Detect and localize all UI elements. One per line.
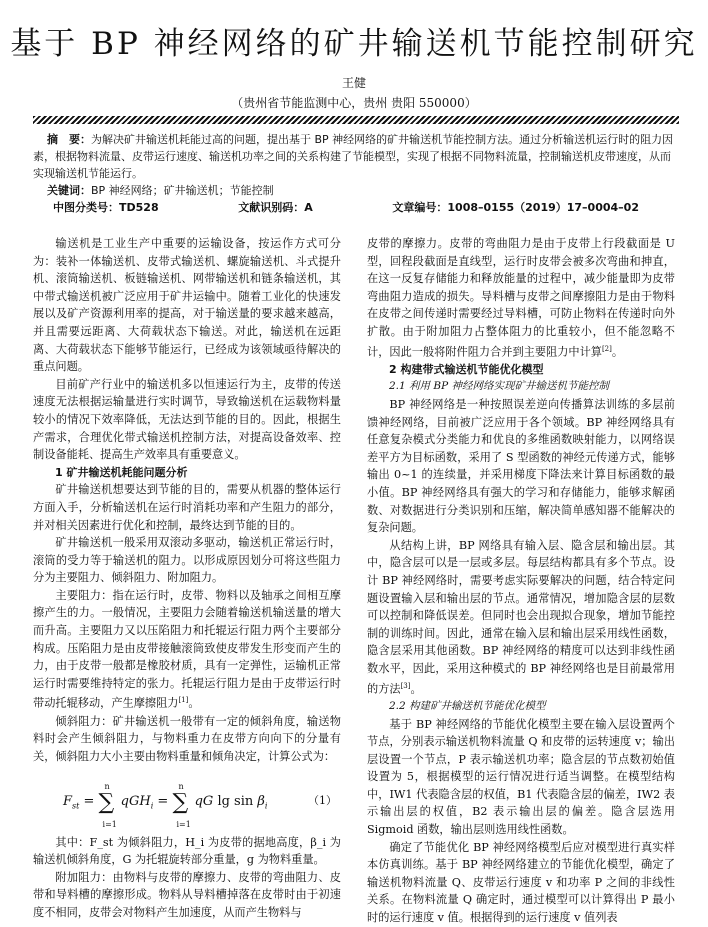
paragraph: BP 神经网络是一种按照误差逆向传播算法训练的多层前馈神经网络，目前被广泛应用于各个领域。BP 神经网络具有任意复杂模式分类能力和优良的多维函数映射能力，以网络误差平方为目标函数，采用了 S 型函数的神经元传递方式，能够输出 0~1 的连续量，并采用梯度下降法来计算目标函数的最小值。BP 神经网络具有强大的学习和存储能力，能够求解函数、对数据进行分类识别和压缩，解决简单感知器不能解决的复杂问题。	[367, 398, 675, 535]
doc-code	[238, 199, 313, 216]
article-label: 文章编号：	[392, 201, 448, 214]
paragraph	[33, 587, 341, 713]
citation: [1]	[178, 696, 189, 705]
keywords	[33, 182, 679, 199]
abstract-label: 摘 要：	[47, 133, 91, 146]
paragraph: 目前矿产行业中的输送机多以恒速运行为主，皮带的传送速度无法根据运输量进行实时调节，导致输送机在运载物料量较小的情况下效率降低，无法达到节能的目的。因此，根据生产需求，合理优化带式输送机控制方法，对提高设备效率、控制设备能耗、提高生产效率具有重要意义。	[33, 377, 341, 462]
paragraph: 输送机是工业生产中重要的运输设备，按运作方式可分为：装补一体输送机、皮带式输送机、螺旋输送机、斗式提升机、滚筒输送机、板链输送机、网带输送机和链条输送机，其中带式输送机被广泛应用于矿井运输中。随着工业化的快速发展以及矿产资源利用率的提高，对于输送量的要求越来越高，并且需要远距离、大荷载状态下输送。对此，输送机在远距离、大荷载状态下能够节能运行，已经成为该领域亟待解决的重点问题。	[33, 237, 341, 374]
abstract-text: 为解决矿井输送机耗能过高的问题，提出基于 BP 神经网络的矿井输送机节能控制方法。通过分析输送机运行时的阻力因素，根据物料流量、皮带运行速度、输送机功率之间的关系构建了节能模型，实现了根据不同物料流量，控制输送机皮带速度，从而实现输送机节能运行。	[33, 133, 674, 180]
paragraph-end: 。	[410, 682, 422, 696]
doc-value: A	[304, 201, 313, 214]
clc-value: TD528	[119, 201, 159, 214]
subsection-heading: 2.1 利用 BP 神经网络实现矿井输送机节能控制	[389, 380, 609, 393]
paragraph: 倾斜阻力：矿井输送机一般带有一定的倾斜角度，输送物料时会产生倾斜阻力，与物料重力在皮带方向向下的分量有关，倾斜阻力大小主要由物料重量和倾角决定，计算公式为：	[33, 714, 341, 763]
formula-expression: $F_{st}$ = n ∑ i=1 qGH$_i$ = n ∑ i=1 qG $\lg \sin \beta_i$	[63, 781, 268, 829]
clc-label: 中图分类号：	[53, 201, 119, 214]
hatched-divider	[33, 116, 679, 124]
formula-1	[33, 772, 341, 828]
left-column	[33, 235, 341, 922]
formula-number: （1）	[308, 793, 337, 807]
abstract-block	[33, 131, 679, 216]
article-value: 1008–0155（2019）17–0004–02	[447, 201, 639, 214]
citation: [2]	[601, 344, 612, 353]
paragraph: 确定了节能优化 BP 神经网络模型后应对模型进行真实样本仿真训练。基于 BP 神经网络建立的节能优化模型，确定了输送机物料流量 Q、皮带运行速度 v 和功率 P 之间的非线性关系。在物料流量 Q 确定时，通过模型可以计算得出 P 最小时的运行速度 v 值。根据得到的运行速度 v 值列表	[367, 840, 675, 925]
paragraph-end: 。	[188, 697, 200, 711]
paragraph-text: 皮带的摩擦力。皮带的弯曲阻力是由于皮带上行段截面是 U 型，回程段截面是直线型，运行时皮带会被多次弯曲和抻直，在这一反复存储能力和释放能量的过程中，减少能量即为皮带弯曲阻力造成的损失。导料槽与皮带之间摩擦阻力是由于物料在皮带之间传递时需要经过导料槽，可防止物料在传递时向外扩散。由于附加阻力占整体阻力的比重较小，但不能忽略不计，因此一般将附件阻力合并到主要阻力中计算	[367, 237, 675, 359]
article-number	[392, 199, 639, 216]
paragraph: 附加阻力：由物料与皮带的摩擦力、皮带的弯曲阻力、皮带和导料槽的摩擦形成。物料从导料槽掉落在皮带时由于初速度不相同，皮带会对物料产生加速度，从而产生物料与	[33, 870, 341, 919]
clc-number	[53, 199, 159, 216]
citation: [3]	[400, 681, 411, 690]
paragraph: 基于 BP 神经网络的节能优化模型主要在输入层设置两个节点，分别表示输送机物料流量 Q 和皮带的运转速度 v；输出层设置一个节点，P 表示输送机功率；隐含层的节点数初始值设置为 5，根据模型的运行情况进行适当调整。在模型结构中，IW1 代表隐含层的权值，B1 代表隐含层的偏差，IW2 表示输出层的权值，B2 表示输出层的偏差。隐含层选用 Sigmoid 函数，输出层则选用线性函数。	[367, 717, 675, 837]
subsection-heading: 2.2 构建矿井输送机节能优化模型	[389, 699, 546, 712]
paragraph: 矿井输送机想要达到节能的目的，需要从机器的整体运行方面入手，分析输送机在运行时消耗功率和产生阻力的部分，并对相关因素进行优化和控制，最终达到节能的目的。	[33, 483, 341, 532]
paragraph: 矿井输送机一般采用双滚动多驱动，输送机正常运行时，滚筒的受力等于输送机的阻力。以形成原因划分可将这些阻力分为主要阻力、倾斜阻力、附加阻力。	[33, 536, 341, 585]
abstract	[33, 131, 679, 182]
article-meta	[33, 199, 679, 216]
author: 王健	[341, 76, 366, 90]
affiliation: （贵州省节能监测中心，贵州 贵阳 550000）	[231, 96, 477, 110]
doc-label: 文献识别码：	[238, 201, 305, 214]
keywords-text: BP 神经网络；矿井输送机；节能控制	[91, 184, 274, 197]
right-column	[367, 235, 675, 927]
paragraph	[367, 235, 675, 361]
paragraph-end: 。	[611, 345, 624, 359]
paragraph-text: 从结构上讲，BP 网络具有输入层、隐含层和输出层。其中，隐含层可以是一层或多层。每层结构都具有多个节点。设计 BP 神经网络时，需要考虑实际要解决的问题，结合特定问题设置输入层和输出层的节点。通常情况，增加隐含层的层数可以控制和降低误差。但同时也会出现拟合现象，增加节能控制的训练时间。因此，通常在输入层和输出层采用线性函数，隐含层采用其他函数。BP 神经网络的精度可以达到非线性函数水平，因此，采用这种模式的 BP 神经网络也是目前最常用的方法	[367, 538, 675, 696]
paragraph-text: 主要阻力：指在运行时，皮带、物料以及轴承之间相互摩擦产生的力。一般情况，主要阻力会随着输送机输送量的增大而升高。主要阻力又以压陷阻力和托辊运行阻力两个主要部分构成。压陷阻力是由皮带接触滚筒致使皮带发生形变而产生的力，由于皮带一般都是橡胶材质，具有一定弹性，运输机正常运行时需要维持特定的张力。托辊运行阻力是由于皮带运行时带动托辊移动，产生摩擦阻力	[33, 588, 341, 711]
section-heading: 2 构建带式输送机节能优化模型	[389, 362, 544, 376]
section-heading: 1 矿井输送机耗能问题分析	[55, 465, 188, 479]
paper-title: 基于 BP 神经网络的矿井输送机节能控制研究	[10, 26, 698, 62]
paragraph: 其中：F_st 为倾斜阻力，H_i 为皮带的据地高度，β_i 为输送机倾斜角度，G 为托辊旋转部分重量，g 为物料重量。	[33, 835, 341, 867]
keywords-label: 关键词：	[47, 184, 91, 197]
paragraph	[367, 537, 675, 698]
